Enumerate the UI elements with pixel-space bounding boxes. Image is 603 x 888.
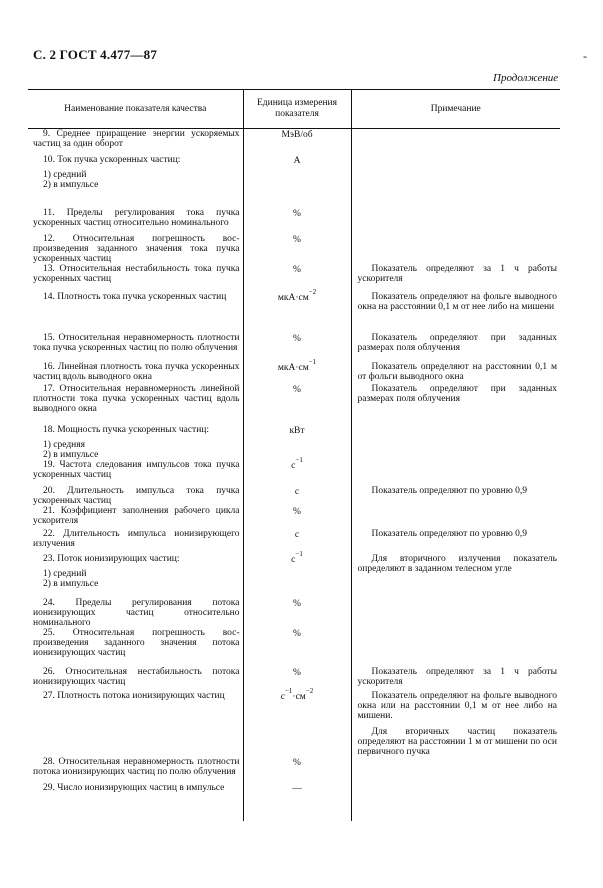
indicator-name: 23. Поток ионизирующих частиц: <box>43 553 180 564</box>
table-row <box>28 155 560 208</box>
note-text-secondary: Для вторичных частиц показатель определяют на расстоянии 1 м от мишени по оси первичного пучка <box>357 726 557 757</box>
table-row <box>28 667 560 691</box>
unit-value: мкА·см <box>277 292 309 303</box>
table-row <box>28 486 560 506</box>
indicator-name: 16. Линейная плотность тока пучка ускоренных частиц вдоль выводного окна <box>33 361 240 382</box>
unit-value: — <box>292 783 302 794</box>
unit-cell <box>243 506 351 529</box>
corner-mark: - <box>583 49 587 63</box>
unit-cell <box>243 783 351 821</box>
indicator-name-cell <box>28 460 243 486</box>
unit-cell <box>243 208 351 234</box>
note-cell <box>351 554 560 598</box>
quality-indicators-table <box>28 89 560 821</box>
unit-value: % <box>293 757 301 768</box>
note-cell <box>351 425 560 460</box>
column-header-note: Примечание <box>351 90 560 129</box>
table-row <box>28 598 560 628</box>
indicator-name-cell <box>28 667 243 691</box>
unit-value: с <box>280 691 285 702</box>
unit-value: % <box>293 598 301 609</box>
note-cell <box>351 333 560 362</box>
unit-cell <box>243 155 351 208</box>
table-row <box>28 628 560 667</box>
table-row <box>28 506 560 529</box>
unit-cell <box>243 234 351 264</box>
unit-value: % <box>293 506 301 517</box>
indicator-name-cell <box>28 264 243 292</box>
indicator-name-cell <box>28 529 243 554</box>
indicator-name: 13. Относительная нестабильность тока пучка ускоренных частиц <box>33 263 240 284</box>
note-text: Показатель определяют за 1 ч работы ускорителя <box>357 666 557 687</box>
note-text: Показатель определяют по уровню 0,9 <box>371 485 528 496</box>
indicator-name-cell <box>28 362 243 384</box>
table-row <box>28 208 560 234</box>
table-row <box>28 529 560 554</box>
table-row <box>28 234 560 264</box>
indicator-name: 20. Длительность импульса тока пучка ускоренных частиц <box>33 485 240 506</box>
indicator-name-cell <box>28 234 243 264</box>
note-cell <box>351 384 560 425</box>
column-header-name: Наименование показателя качества <box>28 90 243 129</box>
unit-cell <box>243 456 351 486</box>
continuation-label: Продолжение <box>493 72 559 84</box>
indicator-name-cell <box>28 155 243 208</box>
column-header-unit: Единица измерения показателя <box>243 90 351 129</box>
unit-cell <box>243 687 351 757</box>
indicator-name: 25. Относительная погрешность воспроизведения заданного значения потока ионизирующих частиц <box>33 627 240 658</box>
unit-value: с <box>291 460 296 471</box>
note-text: Показатель определяют на фольге выводного окна на расстоянии 0,1 м от нее либо на мишени <box>357 291 557 312</box>
table-row <box>28 554 560 598</box>
unit-cell <box>243 358 351 384</box>
note-cell <box>351 529 560 554</box>
unit-value: с <box>294 486 300 497</box>
indicator-name-cell <box>28 757 243 783</box>
note-text: Показатель определяют по уровню 0,9 <box>371 528 528 539</box>
note-text: Показатель определяют при заданных размерах поля облучения <box>357 332 557 353</box>
indicator-name-cell <box>28 129 243 155</box>
unit-value: мкА·см <box>277 362 309 373</box>
indicator-name: 11. Пределы регулирования тока пучка ускоренных частиц относительно номинального <box>33 207 240 228</box>
note-cell <box>351 628 560 667</box>
unit-cell <box>243 667 351 691</box>
note-cell <box>351 667 560 691</box>
note-cell <box>351 234 560 264</box>
indicator-name: 24. Пределы регулирования потока ионизирующих частиц относительно номинального <box>33 597 240 628</box>
page-header: С. 2 ГОСТ 4.477—87 <box>33 47 158 62</box>
unit-exponent: −1 <box>295 456 303 465</box>
unit-cell <box>243 333 351 362</box>
indicator-subitem: 1) средний <box>43 169 87 180</box>
note-text: Показатель определяют на фольге выводного окна или на расстоянии 0,1 м от нее либо на мишени. <box>357 690 557 721</box>
unit-value: А <box>293 155 301 166</box>
unit-value: % <box>293 628 301 639</box>
indicator-name-cell <box>28 486 243 506</box>
unit-exponent: −1 <box>284 687 293 696</box>
indicator-subitem: 1) средний <box>43 568 87 579</box>
unit-tail: ·см <box>292 691 306 702</box>
unit-value: МэВ/об <box>281 130 313 140</box>
table-header-row <box>28 90 560 129</box>
unit-cell <box>243 384 351 425</box>
indicator-subitem: 1) средняя <box>43 439 86 450</box>
unit-value: % <box>293 333 301 344</box>
indicator-name-cell <box>28 598 243 628</box>
table-row <box>28 129 560 155</box>
unit-cell <box>243 628 351 667</box>
note-cell <box>351 264 560 292</box>
unit-value: % <box>293 384 301 395</box>
note-text: Показатель определяют на расстоянии 0,1 м от фольги выводного окна <box>357 361 557 382</box>
note-cell <box>351 598 560 628</box>
unit-tail-exponent: −2 <box>305 687 314 696</box>
indicator-name-cell <box>28 628 243 667</box>
note-cell <box>351 208 560 234</box>
note-cell <box>351 129 560 155</box>
unit-cell <box>243 598 351 628</box>
indicator-name: 9. Среднее приращение энергии ускоряемых частиц за один оборот <box>33 129 240 149</box>
table-row <box>28 425 560 460</box>
indicator-name: 21. Коэффициент заполнения рабочего цикла ускорителя <box>33 505 240 526</box>
indicator-name-cell <box>28 506 243 529</box>
unit-cell <box>243 486 351 506</box>
unit-value: % <box>293 264 301 275</box>
table-row <box>28 460 560 486</box>
table-row <box>28 264 560 292</box>
note-text: Показатель определяют за 1 ч работы ускорителя <box>357 263 557 284</box>
indicator-name-cell <box>28 333 243 362</box>
unit-value: с <box>294 529 300 540</box>
indicator-name: 17. Относительная неравномерность линейной плотности тока пучка ускоренных частиц вдоль выводного окна <box>33 383 240 414</box>
unit-value: % <box>293 234 301 245</box>
indicator-name: 28. Относительная неравномерность плотности потока ионизирующих частиц по полю облучения <box>33 756 240 777</box>
indicator-name-cell <box>28 292 243 333</box>
indicator-subitem: 2) в импульсе <box>43 449 99 460</box>
unit-cell <box>243 550 351 598</box>
unit-cell <box>243 264 351 292</box>
unit-cell <box>243 129 351 155</box>
note-cell <box>351 757 560 783</box>
note-cell <box>351 486 560 506</box>
table-row <box>28 333 560 362</box>
indicator-name: 22. Длительность импульса ионизирующего излучения <box>33 528 240 549</box>
indicator-name-cell <box>28 425 243 460</box>
note-cell <box>351 362 560 384</box>
indicator-name: 12. Относительная погрешность воспроизведения заданного значения тока пучка ускоренных частиц <box>33 233 240 264</box>
indicator-name: 26. Относительная нестабильность потока ионизирующих частиц <box>33 666 240 687</box>
table-row <box>28 384 560 425</box>
unit-cell <box>243 288 351 333</box>
note-cell <box>351 155 560 208</box>
indicator-name-cell <box>28 554 243 598</box>
table-row <box>28 757 560 783</box>
indicator-name: 27. Плотность потока ионизирующих частиц <box>43 690 225 701</box>
note-cell <box>351 460 560 486</box>
table-row <box>28 292 560 333</box>
unit-exponent: −1 <box>308 358 317 367</box>
indicator-name-cell <box>28 208 243 234</box>
note-text: Для вторичного излучения показатель определяют в заданном телесном угле <box>357 553 557 574</box>
unit-cell <box>243 757 351 783</box>
unit-value: кВт <box>289 425 305 436</box>
table-row <box>28 691 560 757</box>
unit-exponent: −2 <box>308 288 317 297</box>
unit-exponent: −1 <box>295 550 303 559</box>
indicator-subitem: 2) в импульсе <box>43 179 99 190</box>
unit-value: % <box>293 667 301 678</box>
note-cell <box>351 783 560 821</box>
indicator-name: 15. Относительная неравномерность плотности тока пучка ускоренных частиц по полю облучения <box>33 332 240 353</box>
note-cell <box>351 506 560 529</box>
unit-cell <box>243 425 351 460</box>
note-text: Показатель определяют при заданных размерах поля облучения <box>357 383 557 404</box>
indicator-name: 14. Плотность тока пучка ускоренных частиц <box>43 291 227 302</box>
indicator-name-cell <box>28 384 243 425</box>
indicator-name: 18. Мощность пучка ускоренных частиц: <box>43 424 210 435</box>
indicator-subitem: 2) в импульсе <box>43 578 99 589</box>
indicator-name: 29. Число ионизирующих частиц в импульсе <box>43 782 225 793</box>
table-row <box>28 783 560 821</box>
unit-value: % <box>293 208 301 219</box>
indicator-name: 10. Ток пучка ускоренных частиц: <box>43 154 181 165</box>
note-cell <box>351 292 560 333</box>
table-row <box>28 362 560 384</box>
note-cell <box>351 691 560 757</box>
table-body <box>28 129 560 821</box>
unit-value: с <box>291 554 296 565</box>
indicator-name-cell <box>28 783 243 821</box>
indicator-name: 19. Частота следования импульсов тока пучка ускоренных частиц <box>33 459 240 480</box>
indicator-name-cell <box>28 691 243 757</box>
